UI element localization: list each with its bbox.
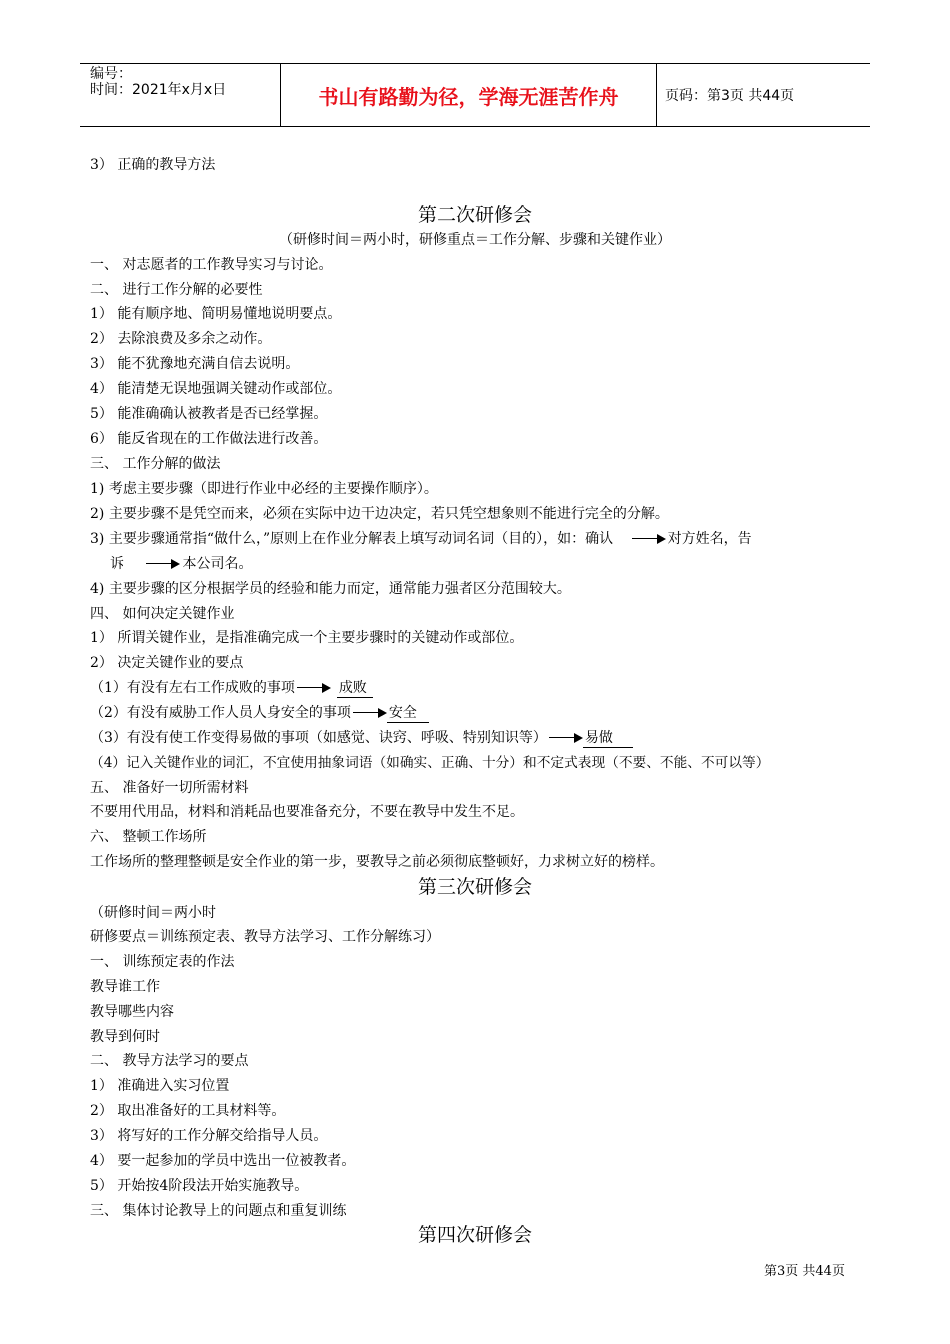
line-text: （2）有没有威胁工作人员人身安全的事项 xyxy=(90,705,351,721)
right-arrow-icon xyxy=(297,682,331,694)
paragraph-line: （4）记入关键作业的词汇，不宜使用抽象词语（如确实、正确、十分）和不定式表现（不要、不能、不可以等） xyxy=(90,755,770,771)
session2-subtitle: （研修时间＝两小时，研修重点＝工作分解、步骤和关键作业） xyxy=(279,232,671,248)
paragraph-line: 一、 对志愿者的工作教导实习与讨论。 xyxy=(90,257,333,273)
header-time-label: 时间：2021年x月x日 xyxy=(90,82,227,98)
right-arrow-icon xyxy=(632,533,666,545)
paragraph-line: 三、 集体讨论教导上的问题点和重复训练 xyxy=(90,1203,347,1219)
paragraph-line: 2） 取出准备好的工具材料等。 xyxy=(90,1103,286,1119)
paragraph-line: 1） 能有顺序地、简明易懂地说明要点。 xyxy=(90,306,342,322)
paragraph-line: 三、 工作分解的做法 xyxy=(90,456,221,472)
paragraph-line: 一、 训练预定表的作法 xyxy=(90,954,235,970)
paragraph-line: 二、 进行工作分解的必要性 xyxy=(90,282,263,298)
paragraph-line: 二、 教导方法学习的要点 xyxy=(90,1053,249,1069)
paragraph-line: 6） 能反省现在的工作做法进行改善。 xyxy=(90,431,328,447)
paragraph-line: 工作场所的整理整顿是安全作业的第一步，要教导之前必须彻底整顿好，力求树立好的榜样。 xyxy=(90,854,664,870)
paragraph-line: 2） 去除浪费及多余之动作。 xyxy=(90,331,272,347)
page-header xyxy=(80,63,870,127)
paragraph-line: 1) 考虑主要步骤（即进行作业中必经的主要操作顺序）。 xyxy=(90,481,438,497)
session4-title: 第四次研修会 xyxy=(417,1224,532,1246)
paragraph-line: 3） 将写好的工作分解交给指导人员。 xyxy=(90,1128,328,1144)
underlined-keyword: 易做 xyxy=(583,730,633,748)
session3-title: 第三次研修会 xyxy=(417,876,532,898)
line-text: 对方姓名，告 xyxy=(667,531,752,547)
paragraph-line: 1） 准确进入实习位置 xyxy=(90,1078,230,1094)
paragraph-line: 5） 开始按4阶段法开始实施教导。 xyxy=(90,1178,309,1194)
paragraph-line: 2） 决定关键作业的要点 xyxy=(90,655,244,671)
paragraph-line: 5） 能准确确认被教者是否已经掌握。 xyxy=(90,406,328,422)
session2-title: 第二次研修会 xyxy=(417,204,532,226)
paragraph-line xyxy=(90,704,429,722)
paragraph-line: 五、 准备好一切所需材料 xyxy=(90,780,249,796)
header-meta xyxy=(90,66,280,98)
line-text: （1）有没有左右工作成败的事项 xyxy=(90,680,295,696)
right-arrow-icon xyxy=(353,707,387,719)
top-item: 3） 正确的教导方法 xyxy=(90,157,216,173)
paragraph-line: 四、 如何决定关键作业 xyxy=(90,606,235,622)
paragraph-line: 教导到何时 xyxy=(90,1029,160,1045)
paragraph-line: 教导谁工作 xyxy=(90,979,160,995)
paragraph-line: 3） 能不犹豫地充满自信去说明。 xyxy=(90,356,300,372)
paragraph-line xyxy=(90,729,633,747)
paragraph-line: 2) 主要步骤不是凭空而来，必须在实际中边干边决定，若只凭空想象则不能进行完全的分解。 xyxy=(90,506,669,522)
header-motto: 书山有路勤为径，学海无涯苦作舟 xyxy=(280,64,657,126)
paragraph-line xyxy=(110,555,252,573)
paragraph-line: 教导哪些内容 xyxy=(90,1004,174,1020)
underlined-keyword: 成败 xyxy=(337,680,373,698)
right-arrow-icon xyxy=(549,732,583,744)
paragraph-line: 4） 能清楚无误地强调关键动作或部位。 xyxy=(90,381,342,397)
line-text: 本公司名。 xyxy=(182,556,253,572)
paragraph-line: 不要用代用品，材料和消耗品也要准备充分，不要在教导中发生不足。 xyxy=(90,804,524,820)
paragraph-line: （研修时间＝两小时 xyxy=(90,905,216,921)
line-text: 诉 xyxy=(110,556,124,572)
header-page-label: 页码：第3页 共44页 xyxy=(665,88,795,104)
paragraph-line: 研修要点＝训练预定表、教导方法学习、工作分解练习） xyxy=(90,929,440,945)
paragraph-line: 4) 主要步骤的区分根据学员的经验和能力而定，通常能力强者区分范围较大。 xyxy=(90,581,571,597)
paragraph-line: 4） 要一起参加的学员中选出一位被教者。 xyxy=(90,1153,356,1169)
header-number-label: 编号： xyxy=(90,66,132,82)
paragraph-line xyxy=(90,679,373,697)
page-footer: 第3页 共44页 xyxy=(764,1264,845,1279)
right-arrow-icon xyxy=(146,558,180,570)
paragraph-line: 六、 整顿工作场所 xyxy=(90,829,207,845)
underlined-keyword: 安全 xyxy=(387,705,429,723)
paragraph-line: 1） 所谓关键作业，是指准确完成一个主要步骤时的关键动作或部位。 xyxy=(90,630,524,646)
line-text: （3）有没有使工作变得易做的事项（如感觉、诀窍、呼吸、特别知识等） xyxy=(90,730,547,746)
paragraph-line xyxy=(90,530,752,548)
line-text: 3) 主要步骤通常指“做什么，”原则上在作业分解表上填写动词名词（目的），如：确认 xyxy=(90,531,614,547)
